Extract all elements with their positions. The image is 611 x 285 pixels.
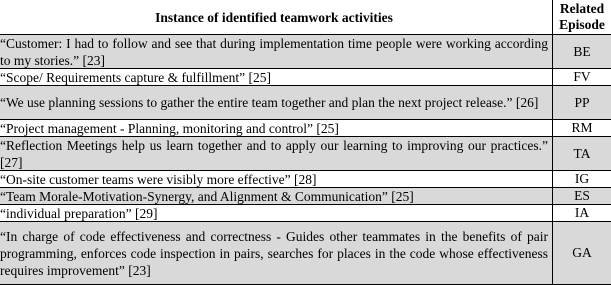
table-row [0,204,611,221]
header-activities: Instance of identified teamwork activities [0,0,553,34]
activity-cell: “We use planning sessions to gather the entire team together and plan the next project release.” [26] [0,86,553,119]
table-row [0,119,611,136]
table-row [0,187,611,204]
table-row [0,136,611,170]
activity-cell: “Project management - Planning, monitoring and control” [25] [0,120,553,136]
activity-cell: “Team Morale-Motivation-Synergy, and Alignment & Communication” [25] [0,188,553,204]
activity-cell: “Customer: I had to follow and see that during implementation time people were working according to my stories.” [23] [0,35,553,68]
activity-cell: “On-site customer teams were visibly more effective” [28] [0,171,553,187]
header-related-episode: Related Episode [559,1,605,32]
episode-cell: GA [572,245,592,260]
episode-cell: TA [573,145,591,161]
episode-cell: BE [573,43,591,59]
episode-cell: FV [573,69,591,84]
activity-cell: “In charge of code effectiveness and correctness - Guides other teammates in the benefits of pair programming, enforces code inspection in pairs, searches for places in the code whose effectiveness requires improvement” [23] [0,222,553,284]
episode-cell: IA [574,205,590,220]
table-header-row [0,0,611,34]
episode-cell: RM [571,120,593,135]
episode-cell: ES [574,188,590,203]
table-row [0,68,611,85]
activity-cell: “Scope/ Requirements capture & fulfillment” [25] [0,69,553,85]
episode-cell: IG [574,171,590,186]
activity-cell: “individual preparation” [29] [0,205,553,221]
table-row [0,170,611,187]
table-row [0,221,611,284]
table-row [0,85,611,119]
activity-cell: “Reflection Meetings help us learn together and to apply our learning to improving our practices.” [27] [0,137,553,170]
table-row [0,34,611,68]
episode-cell: PP [574,94,590,110]
